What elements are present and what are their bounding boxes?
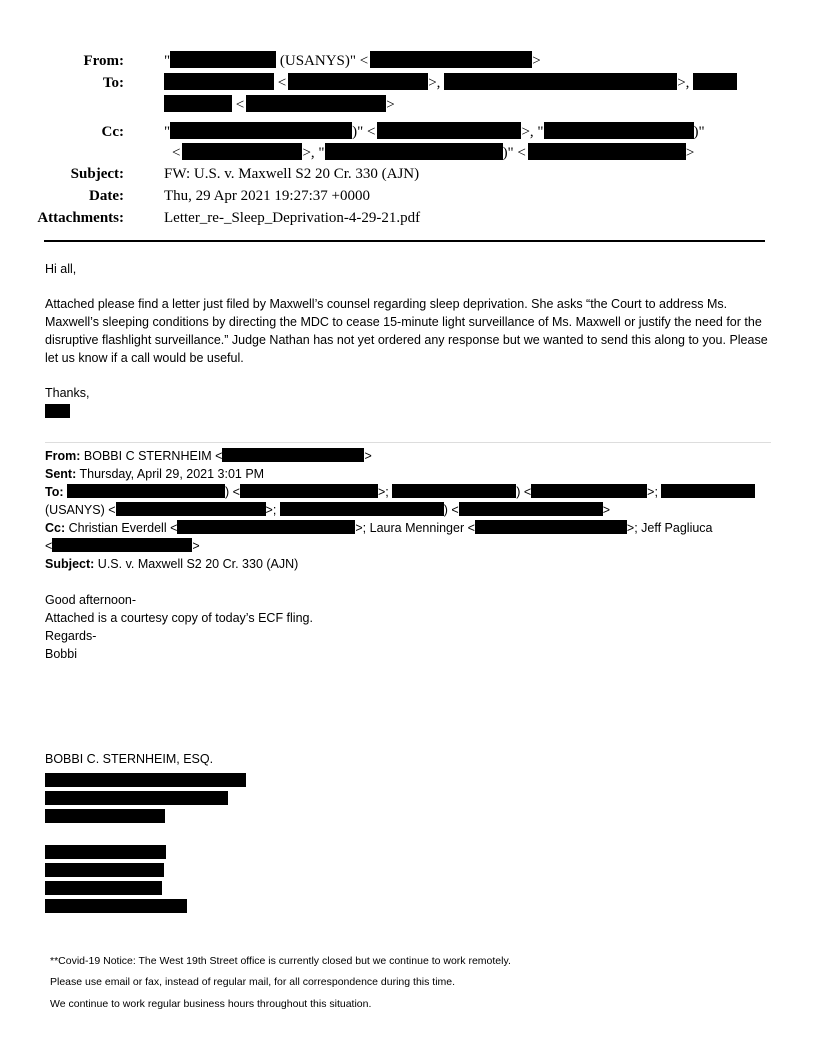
redaction xyxy=(45,899,187,913)
redaction xyxy=(52,538,192,552)
redaction xyxy=(392,484,516,498)
subject-row xyxy=(0,163,780,185)
redaction xyxy=(164,73,274,90)
cc-label: Cc: xyxy=(101,124,124,140)
covid-notice: **Covid-19 Notice: The West 19th Street office is currently closed but we continue to work remotely. xyxy=(50,955,511,967)
redaction xyxy=(459,502,603,516)
from-label: From: xyxy=(83,53,124,69)
redaction xyxy=(280,502,444,516)
fwd-cc-row-continued: < > xyxy=(45,539,200,553)
closing: Thanks, xyxy=(45,386,90,400)
header-divider xyxy=(44,240,765,242)
redaction xyxy=(45,881,162,895)
fwd-sent-value: Thursday, April 29, 2021 3:01 PM xyxy=(79,467,265,481)
fwd-body-line: Bobbi xyxy=(45,647,77,661)
cc-row-continued: < >, " )" < > xyxy=(172,145,695,161)
fwd-subject-value: U.S. v. Maxwell S2 20 Cr. 330 (AJN) xyxy=(97,557,299,571)
redaction xyxy=(170,51,276,68)
correspondence-notice: Please use email or fax, instead of regular mail, for all correspondence during this time. xyxy=(50,976,456,988)
redaction xyxy=(661,484,755,498)
attachments-row xyxy=(0,207,780,229)
redaction xyxy=(182,143,302,160)
redaction xyxy=(531,484,647,498)
to-row-continued: < > xyxy=(0,94,780,116)
attachments-label: Attachments: xyxy=(37,210,124,226)
redaction xyxy=(116,502,266,516)
fwd-from-row: From: BOBBI C STERNHEIM < > xyxy=(45,449,372,463)
redaction xyxy=(246,95,386,112)
redaction xyxy=(45,809,165,823)
attachment-link[interactable]: Letter_re-_Sleep_Deprivation-4-29-21.pdf xyxy=(164,210,421,226)
redaction xyxy=(370,51,532,68)
message-body xyxy=(45,260,775,418)
fwd-cc-row: Cc: Christian Everdell < >; Laura Menninger < >; Jeff Pagliuca xyxy=(45,521,713,535)
fwd-sent-row: Sent: Thursday, April 29, 2021 3:01 PM xyxy=(45,467,265,481)
date-row xyxy=(0,185,780,207)
to-row: To: < >, >, xyxy=(0,72,780,94)
email-header xyxy=(0,50,780,229)
from-agency: (USANYS)" < xyxy=(279,53,369,69)
fwd-from-name: BOBBI C STERNHEIM < xyxy=(83,449,223,463)
redaction xyxy=(475,520,627,534)
fwd-body-line: Attached is a courtesy copy of today’s ECF fling. xyxy=(45,611,313,625)
fwd-body-line: Good afternoon- xyxy=(45,593,137,607)
redaction xyxy=(45,863,164,877)
redaction xyxy=(45,791,228,805)
redaction xyxy=(67,484,225,498)
business-hours-notice: We continue to work regular business hours throughout this situation. xyxy=(50,998,372,1010)
forwarded-message xyxy=(45,447,775,663)
greeting: Hi all, xyxy=(45,262,77,276)
subject-label: Subject: xyxy=(70,166,124,182)
redaction xyxy=(45,773,246,787)
redaction xyxy=(177,520,355,534)
redaction xyxy=(45,845,166,859)
cc-row: Cc: " )" < >, " )" xyxy=(0,121,780,143)
redaction xyxy=(240,484,378,498)
redaction xyxy=(288,73,428,90)
redaction xyxy=(444,73,677,90)
redaction xyxy=(377,122,521,139)
to-label: To: xyxy=(102,75,124,91)
signature-name: BOBBI C. STERNHEIM, ESQ. xyxy=(45,752,214,766)
redaction xyxy=(222,448,364,462)
from-row: From: " (USANYS)" < > xyxy=(0,50,780,72)
fwd-to-row-continued: (USANYS) < >; ) < > xyxy=(45,503,611,517)
date-value: Thu, 29 Apr 2021 19:27:37 +0000 xyxy=(164,188,370,204)
date-label: Date: xyxy=(89,188,124,204)
message-paragraph: Attached please find a letter just filed by Maxwell’s counsel regarding sleep deprivation. She asks “the Court to address Ms. Maxwell’s sleeping conditions by directing the MDC to cease 15-minute light surveillance of Ms. Maxwell or justify the need for the disruptive flashlight surveillance.” Judge Nathan has not yet ordered any response but we wanted to send this along to you. Please let us know if a call would be useful. xyxy=(45,297,768,365)
subject-value: FW: U.S. v. Maxwell S2 20 Cr. 330 (AJN) xyxy=(164,166,420,182)
redaction xyxy=(325,143,503,160)
message-separator xyxy=(45,442,771,443)
redaction xyxy=(544,122,694,139)
redaction xyxy=(693,73,737,90)
redaction xyxy=(45,404,70,418)
fwd-subject-row: Subject: U.S. v. Maxwell S2 20 Cr. 330 (AJN) xyxy=(45,557,299,571)
redaction xyxy=(528,143,686,160)
redaction xyxy=(170,122,352,139)
fwd-body-line: Regards- xyxy=(45,629,97,643)
fwd-to-row: To: ) < >; ) < >; xyxy=(45,483,775,501)
redaction xyxy=(164,95,232,112)
